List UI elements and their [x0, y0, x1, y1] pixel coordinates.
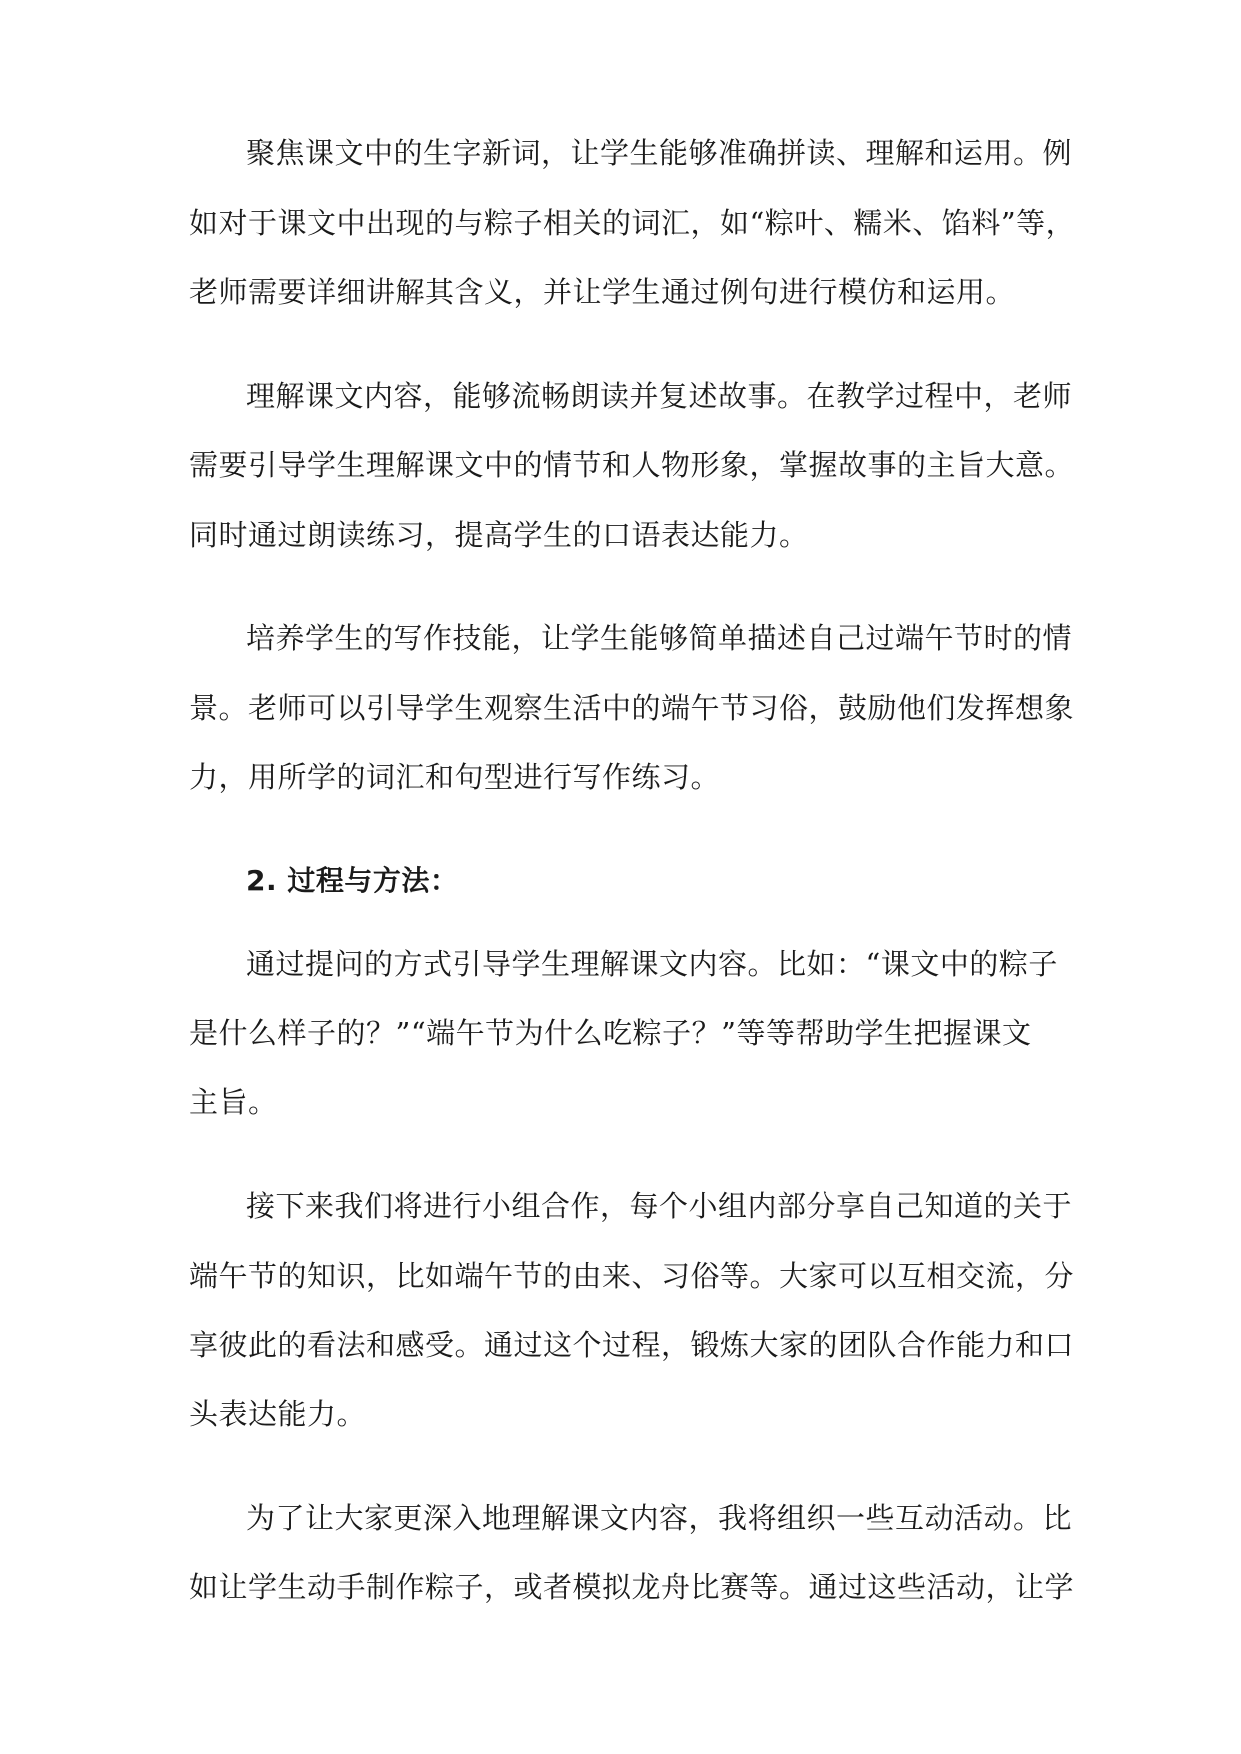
paragraph-5-line-2: 端午节的知识，比如端午节的由来、习俗等。大家可以互相交流，分: [189, 1259, 1075, 1293]
paragraph-3-line-3: 力，用所学的词汇和句型进行写作练习。: [189, 760, 721, 794]
paragraph-4-line-3: 主旨。: [189, 1085, 278, 1119]
paragraph-5-line-1: 接下来我们将进行小组合作，每个小组内部分享自己知道的关于: [246, 1189, 1073, 1223]
paragraph-2-line-2: 需要引导学生理解课文中的情节和人物形象，掌握故事的主旨大意。: [189, 448, 1075, 482]
paragraph-4-line-2: 是什么样子的？”“端午节为什么吃粽子？”等等帮助学生把握课文: [189, 1016, 1032, 1050]
paragraph-1-line-3: 老师需要详细讲解其含义，并让学生通过例句进行模仿和运用。: [189, 275, 1016, 309]
paragraph-5-line-4: 头表达能力。: [189, 1397, 367, 1431]
paragraph-6-line-2: 如让学生动手制作粽子，或者模拟龙舟比赛等。通过这些活动，让学: [189, 1570, 1075, 1604]
paragraph-4-line-1: 通过提问的方式引导学生理解课文内容。比如：“课文中的粽子: [246, 947, 1058, 981]
section-heading: 2. 过程与方法：: [246, 864, 459, 897]
paragraph-2-line-1: 理解课文内容，能够流畅朗读并复述故事。在教学过程中，老师: [246, 379, 1073, 413]
paragraph-1-line-1: 聚焦课文中的生字新词，让学生能够准确拼读、理解和运用。例: [246, 136, 1073, 170]
paragraph-1-line-2: 如对于课文中出现的与粽子相关的词汇，如“粽叶、糯米、馅料”等，: [189, 206, 1076, 240]
paragraph-3-line-2: 景。老师可以引导学生观察生活中的端午节习俗，鼓励他们发挥想象: [189, 691, 1075, 725]
paragraph-6-line-1: 为了让大家更深入地理解课文内容，我将组织一些互动活动。比: [246, 1501, 1073, 1535]
paragraph-2-line-3: 同时通过朗读练习，提高学生的口语表达能力。: [189, 518, 809, 552]
paragraph-3-line-1: 培养学生的写作技能，让学生能够简单描述自己过端午节时的情: [246, 621, 1073, 655]
paragraph-5-line-3: 享彼此的看法和感受。通过这个过程，锻炼大家的团队合作能力和口: [189, 1328, 1075, 1362]
